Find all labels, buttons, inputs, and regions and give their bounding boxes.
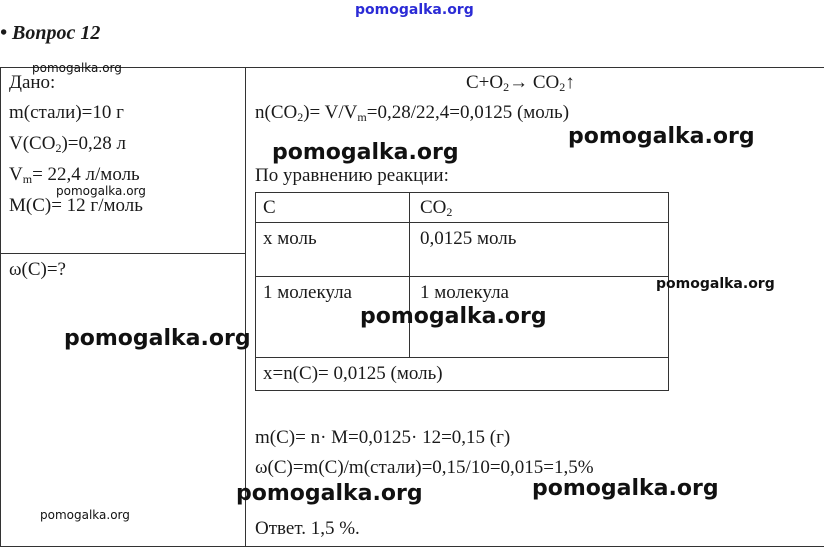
reaction-sub2: 2 bbox=[559, 80, 566, 94]
table-mid-line bbox=[409, 192, 410, 358]
mass-c: m(C)= n· M=0,0125· 12=0,15 (г) bbox=[255, 427, 511, 448]
reaction-left: C+O bbox=[466, 72, 504, 93]
moles-co2-a: n(CO bbox=[255, 102, 298, 123]
table-header-co2 bbox=[420, 197, 452, 219]
watermark-4: pomogalka.org bbox=[40, 508, 130, 522]
by-equation-label: По уравнению реакции: bbox=[255, 165, 449, 186]
table-row1-c: х моль bbox=[263, 228, 317, 249]
watermark-10: pomogalka.org bbox=[532, 476, 719, 501]
table-bottom-line bbox=[255, 390, 669, 391]
fraction-c: ω(C)=m(C)/m(стали)=0,15/10=0,015=1,5% bbox=[255, 457, 594, 478]
moles-co2-sub1: 2 bbox=[297, 110, 304, 124]
watermark-7: pomogalka.org bbox=[656, 276, 775, 292]
watermark-3: pomogalka.org bbox=[64, 326, 251, 351]
top-watermark: pomogalka.org bbox=[355, 2, 474, 18]
table-row1-co2: 0,0125 моль bbox=[420, 228, 517, 249]
header-co2-text: CO bbox=[420, 197, 447, 218]
given-find-separator bbox=[0, 253, 246, 254]
watermark-8: pomogalka.org bbox=[360, 304, 547, 329]
given-molar-volume bbox=[9, 164, 140, 186]
frame-divider-line bbox=[245, 67, 246, 547]
table-header-c: C bbox=[263, 197, 276, 218]
moles-co2-b: )= V/V bbox=[303, 102, 358, 123]
moles-co2 bbox=[255, 102, 569, 124]
given-mass-steel: m(стали)=10 г bbox=[9, 102, 124, 123]
volume-co2-tail: )=0,28 л bbox=[61, 133, 126, 154]
volume-co2-text: V(CO bbox=[9, 133, 56, 154]
volume-co2-sub: 2 bbox=[55, 141, 62, 155]
table-row2-co2: 1 молекула bbox=[420, 282, 509, 303]
watermark-2: pomogalka.org bbox=[56, 184, 146, 198]
watermark-6: pomogalka.org bbox=[568, 124, 755, 149]
molar-volume-sub: m bbox=[22, 172, 33, 186]
table-row2-c: 1 молекула bbox=[263, 282, 352, 303]
given-volume-co2 bbox=[9, 133, 126, 155]
table-row1-line bbox=[255, 276, 669, 277]
molar-volume-tail: = 22,4 л/моль bbox=[32, 164, 140, 185]
molar-volume-text: V bbox=[9, 164, 23, 185]
header-co2-sub: 2 bbox=[446, 205, 453, 219]
watermark-9: pomogalka.org bbox=[236, 481, 423, 506]
question-title: • Вопрос 12 bbox=[0, 22, 101, 44]
reaction-sub1: 2 bbox=[503, 80, 510, 94]
moles-co2-c: =0,28/22,4=0,0125 (моль) bbox=[366, 102, 570, 123]
answer: Ответ. 1,5 %. bbox=[255, 518, 360, 539]
reaction-equation bbox=[466, 72, 575, 94]
watermark-1: pomogalka.org bbox=[32, 61, 122, 75]
reaction-arrow: ↑ bbox=[565, 72, 575, 93]
table-result: x=n(C)= 0,0125 (моль) bbox=[263, 363, 443, 384]
watermark-5: pomogalka.org bbox=[272, 140, 459, 165]
given-label: Дано: bbox=[9, 72, 56, 93]
frame-left-line bbox=[0, 67, 1, 547]
table-row2-line bbox=[255, 357, 669, 358]
find-omega: ω(C)=? bbox=[9, 259, 66, 280]
given-molar-mass-c: M(C)= 12 г/моль bbox=[9, 195, 143, 216]
frame-top-line bbox=[0, 67, 824, 68]
table-left-line bbox=[255, 192, 256, 391]
table-header-line bbox=[255, 222, 669, 223]
table-top-line bbox=[255, 192, 669, 193]
moles-co2-sub2: m bbox=[357, 110, 367, 124]
reaction-mid: → CO bbox=[509, 72, 560, 93]
